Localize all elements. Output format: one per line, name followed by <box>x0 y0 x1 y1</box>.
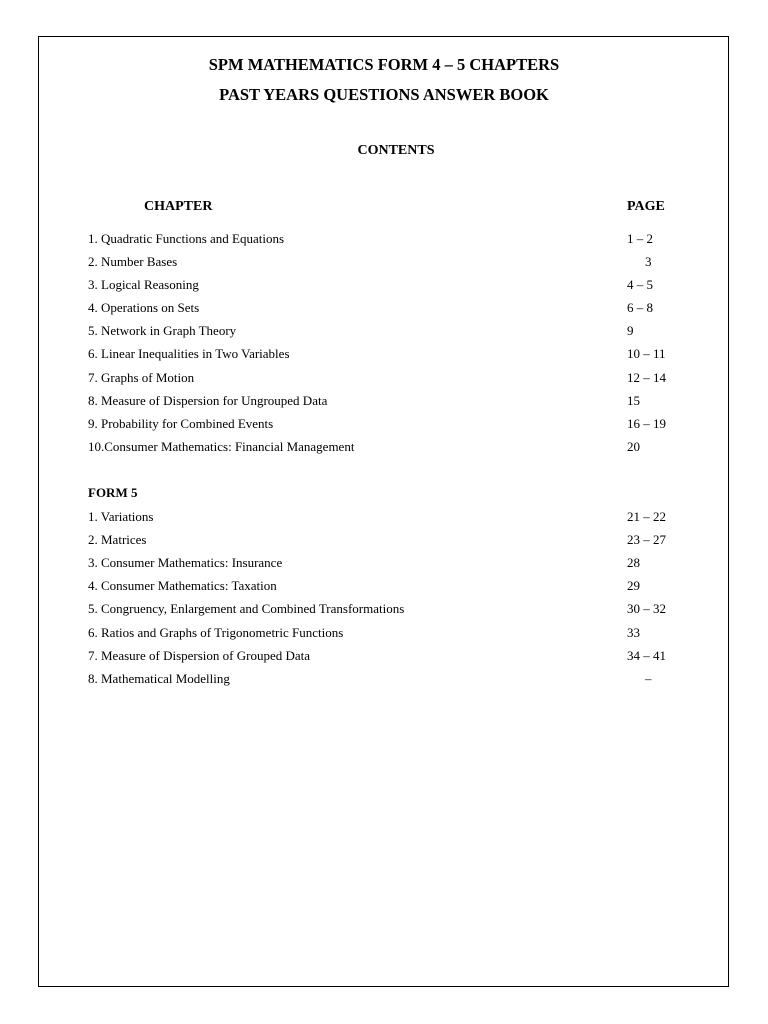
page-range: 15 <box>627 393 640 408</box>
form5-heading: FORM 5 <box>88 485 138 500</box>
toc-row <box>0 392 768 410</box>
chapter-title: 1. Quadratic Functions and Equations <box>88 231 285 246</box>
page-range: 29 <box>627 578 640 593</box>
toc-row <box>0 438 768 456</box>
chapter-title: 1. Variations <box>88 509 154 524</box>
page-range: 9 <box>627 323 634 338</box>
page-range: 4 – 5 <box>627 277 653 292</box>
toc-row <box>0 253 768 271</box>
contents-heading: CONTENTS <box>357 143 435 158</box>
page-range: 6 – 8 <box>627 300 653 315</box>
page-range: 21 – 22 <box>627 509 666 524</box>
toc-row <box>0 531 768 549</box>
page-range: – <box>645 671 652 686</box>
chapter-column-header: CHAPTER <box>144 199 213 214</box>
toc-row <box>0 577 768 595</box>
toc-row <box>0 322 768 340</box>
chapter-title: 9. Probability for Combined Events <box>88 416 274 431</box>
chapter-title: 6. Ratios and Graphs of Trigonometric Functions <box>88 625 344 640</box>
chapter-title: 2. Number Bases <box>88 254 178 269</box>
chapter-title: 2. Matrices <box>88 532 147 547</box>
page-range: 20 <box>627 439 640 454</box>
toc-row <box>0 345 768 363</box>
chapter-title: 8. Measure of Dispersion for Ungrouped Data <box>88 393 328 408</box>
chapter-title: 10.Consumer Mathematics: Financial Management <box>88 439 355 454</box>
chapter-title: 7. Measure of Dispersion of Grouped Data <box>88 648 311 663</box>
page-range: 10 – 11 <box>627 346 666 361</box>
page-range: 12 – 14 <box>627 370 666 385</box>
chapter-title: 5. Network in Graph Theory <box>88 323 237 338</box>
toc-row <box>0 600 768 618</box>
document-title: SPM MATHEMATICS FORM 4 – 5 CHAPTERS <box>208 55 560 74</box>
page-range: 16 – 19 <box>627 416 666 431</box>
chapter-title: 4. Consumer Mathematics: Taxation <box>88 578 277 593</box>
chapter-title: 5. Congruency, Enlargement and Combined Transformations <box>88 601 405 616</box>
toc-row <box>0 624 768 642</box>
chapter-title: 4. Operations on Sets <box>88 300 200 315</box>
toc-row <box>0 276 768 294</box>
chapter-title: 3. Logical Reasoning <box>88 277 199 292</box>
toc-row <box>0 230 768 248</box>
toc-row <box>0 299 768 317</box>
chapter-title: 6. Linear Inequalities in Two Variables <box>88 346 290 361</box>
page-range: 28 <box>627 555 640 570</box>
chapter-title: 3. Consumer Mathematics: Insurance <box>88 555 283 570</box>
toc-row <box>0 508 768 526</box>
page-range: 34 – 41 <box>627 648 666 663</box>
page-range: 23 – 27 <box>627 532 666 547</box>
chapter-title: 7. Graphs of Motion <box>88 370 195 385</box>
page-range: 3 <box>645 254 652 269</box>
chapter-title: 8. Mathematical Modelling <box>88 671 230 686</box>
toc-row <box>0 647 768 665</box>
page-range: 1 – 2 <box>627 231 653 246</box>
toc-row <box>0 415 768 433</box>
document-subtitle: PAST YEARS QUESTIONS ANSWER BOOK <box>219 85 549 104</box>
page-range: 30 – 32 <box>627 601 666 616</box>
page-range: 33 <box>627 625 640 640</box>
toc-row <box>0 670 768 688</box>
toc-row <box>0 554 768 572</box>
page-column-header: PAGE <box>627 199 665 214</box>
toc-row <box>0 369 768 387</box>
